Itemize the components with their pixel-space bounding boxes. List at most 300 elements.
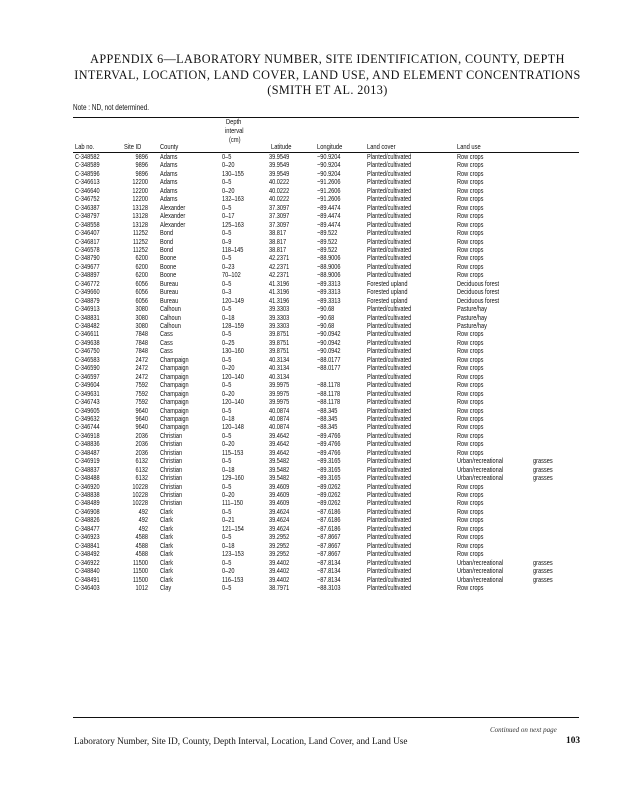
- cell-land-cover: Planted/cultivated: [367, 177, 412, 187]
- cell-lab-no: C-346403: [75, 582, 100, 592]
- cell-land-use: Row crops: [457, 329, 484, 339]
- cell-county: Adams: [160, 177, 178, 187]
- cell-land-use: Row crops: [457, 253, 484, 263]
- header-depth-line3: (cm): [229, 135, 241, 144]
- cell-lab-no: C-349632: [75, 413, 100, 423]
- cell-land-use: Urban/recreational: [457, 473, 504, 483]
- cell-land-use: Row crops: [457, 388, 484, 398]
- cell-land-use: Urban/recreational: [457, 566, 504, 576]
- cell-land-cover: Planted/cultivated: [367, 473, 412, 483]
- cell-land-cover: Planted/cultivated: [367, 422, 412, 432]
- cell-land-cover: Planted/cultivated: [367, 202, 412, 212]
- cell-land-cover: Planted/cultivated: [367, 557, 412, 567]
- cell-county: Christian: [160, 447, 183, 457]
- cell-site-id: 9640: [135, 422, 148, 432]
- cell-longitude: −89.4766: [317, 447, 341, 457]
- cell-lab-no: C-346611: [75, 329, 100, 339]
- cell-lab-no: C-348488: [75, 473, 100, 483]
- cell-longitude: −87.6186: [317, 523, 341, 533]
- cell-depth: 0–5: [222, 253, 232, 263]
- cell-site-id: 4588: [135, 540, 148, 550]
- cell-longitude: −90.68: [317, 321, 335, 330]
- cell-site-id: 13128: [132, 219, 148, 229]
- cell-lab-no: C-348489: [75, 498, 100, 508]
- cell-land-use: Row crops: [457, 261, 484, 271]
- cell-lab-no: C-348491: [75, 574, 100, 584]
- cell-land-cover: Planted/cultivated: [367, 194, 412, 204]
- cell-longitude: −88.345: [317, 405, 338, 415]
- cell-depth: 0–5: [222, 532, 232, 542]
- cell-lab-no: C-348790: [75, 253, 100, 263]
- cell-land-cover: Planted/cultivated: [367, 219, 412, 229]
- cell-county: Boone: [160, 261, 177, 271]
- cell-site-id: 4588: [135, 532, 148, 542]
- cell-land-use-extra: grasses: [533, 557, 553, 567]
- cell-latitude: 39.4402: [269, 566, 290, 576]
- cell-county: Christian: [160, 464, 183, 474]
- cell-depth: 0–25: [222, 337, 235, 347]
- cell-depth: 0–20: [222, 566, 235, 576]
- cell-site-id: 11500: [132, 557, 148, 567]
- cell-county: Cass: [160, 337, 173, 347]
- cell-longitude: −89.4474: [317, 219, 341, 229]
- cell-land-use: Row crops: [457, 523, 484, 533]
- cell-site-id: 2472: [135, 363, 148, 373]
- cell-land-cover: Planted/cultivated: [367, 354, 412, 364]
- header-depth-line1: Depth: [226, 117, 242, 126]
- cell-longitude: −90.0942: [317, 346, 341, 356]
- cell-site-id: 4588: [135, 549, 148, 559]
- cell-longitude: −90.9204: [317, 168, 341, 178]
- cell-site-id: 9896: [135, 152, 148, 161]
- header-latitude: Latitude: [271, 142, 292, 151]
- cell-latitude: 38.817: [269, 228, 287, 238]
- cell-county: Alexander: [160, 211, 186, 221]
- cell-county: Adams: [160, 194, 178, 204]
- cell-longitude: −89.3165: [317, 473, 341, 483]
- cell-latitude: 39.4624: [269, 515, 290, 525]
- cell-latitude: 39.8751: [269, 346, 290, 356]
- cell-site-id: 10228: [132, 481, 148, 491]
- cell-county: Christian: [160, 481, 183, 491]
- cell-land-use: Row crops: [457, 371, 484, 381]
- header-county: County: [160, 142, 179, 151]
- cell-county: Clark: [160, 574, 174, 584]
- cell-longitude: −89.522: [317, 244, 338, 254]
- cell-depth: 0–23: [222, 261, 235, 271]
- cell-latitude: 39.2952: [269, 549, 290, 559]
- cell-land-use: Row crops: [457, 202, 484, 212]
- cell-county: Bureau: [160, 287, 179, 297]
- cell-land-use: Row crops: [457, 540, 484, 550]
- cell-land-cover: Planted/cultivated: [367, 388, 412, 398]
- cell-longitude: −88.9006: [317, 261, 341, 271]
- cell-depth: 0–21: [222, 515, 235, 525]
- cell-site-id: 10228: [132, 490, 148, 499]
- cell-lab-no: C-346913: [75, 304, 100, 314]
- cell-longitude: −90.68: [317, 312, 335, 322]
- cell-land-use: Row crops: [457, 219, 484, 229]
- cell-land-use: Row crops: [457, 532, 484, 542]
- cell-depth: 120–140: [222, 371, 244, 381]
- cell-depth: 130–160: [222, 346, 244, 356]
- cell-land-cover: Planted/cultivated: [367, 490, 412, 499]
- cell-site-id: 3080: [135, 312, 148, 322]
- cell-county: Alexander: [160, 219, 186, 229]
- cell-latitude: 39.9549: [269, 168, 290, 178]
- cell-longitude: −88.0177: [317, 354, 341, 364]
- cell-county: Champaign: [160, 380, 189, 390]
- cell-site-id: 7592: [135, 380, 148, 390]
- cell-lab-no: C-346597: [75, 371, 100, 381]
- cell-land-use: Row crops: [457, 160, 484, 170]
- cell-land-use: Row crops: [457, 152, 484, 161]
- cell-land-cover: Planted/cultivated: [367, 363, 412, 373]
- cell-lab-no: C-348826: [75, 515, 100, 525]
- cell-depth: 116–153: [222, 574, 244, 584]
- cell-land-use: Row crops: [457, 582, 484, 592]
- cell-depth: 0–5: [222, 481, 232, 491]
- cell-latitude: 39.4609: [269, 490, 290, 499]
- cell-longitude: −89.3313: [317, 287, 341, 297]
- cell-depth: 0–20: [222, 185, 235, 195]
- cell-site-id: 9896: [135, 160, 148, 170]
- cell-site-id: 13128: [132, 202, 148, 212]
- cell-land-use: Row crops: [457, 177, 484, 187]
- cell-land-use: Urban/recreational: [457, 464, 504, 474]
- cell-land-cover: Planted/cultivated: [367, 261, 412, 271]
- cell-latitude: 42.2371: [269, 253, 290, 263]
- cell-county: Bureau: [160, 295, 179, 305]
- cell-land-use-extra: grasses: [533, 473, 553, 483]
- cell-longitude: −90.68: [317, 304, 335, 314]
- cell-land-cover: Planted/cultivated: [367, 405, 412, 415]
- cell-depth: 0–5: [222, 329, 232, 339]
- cell-lab-no: C-349638: [75, 337, 100, 347]
- cell-site-id: 12200: [132, 177, 148, 187]
- cell-depth: 0–5: [222, 152, 232, 161]
- cell-land-cover: Forested upland: [367, 278, 408, 288]
- cell-longitude: −89.4766: [317, 430, 341, 440]
- cell-depth: 0–5: [222, 380, 232, 390]
- cell-lab-no: C-348797: [75, 211, 100, 221]
- cell-land-cover: Planted/cultivated: [367, 228, 412, 238]
- cell-depth: 111–150: [222, 498, 243, 508]
- cell-county: Christian: [160, 430, 183, 440]
- cell-depth: 0–5: [222, 177, 232, 187]
- cell-county: Champaign: [160, 388, 189, 398]
- cell-county: Alexander: [160, 202, 186, 212]
- cell-land-cover: Planted/cultivated: [367, 515, 412, 525]
- cell-county: Clark: [160, 515, 174, 525]
- cell-longitude: −91.2606: [317, 177, 341, 187]
- cell-site-id: 11252: [132, 228, 148, 238]
- table-bottom-rule: [73, 717, 579, 718]
- cell-land-use: Row crops: [457, 194, 484, 204]
- header-land-use: Land use: [457, 142, 481, 151]
- cell-latitude: 39.5482: [269, 473, 290, 483]
- cell-latitude: 40.0874: [269, 413, 290, 423]
- cell-latitude: 40.3134: [269, 354, 290, 364]
- cell-county: Clark: [160, 549, 174, 559]
- cell-longitude: −88.0177: [317, 363, 341, 373]
- cell-latitude: 40.3134: [269, 371, 290, 381]
- cell-lab-no: C-348837: [75, 464, 100, 474]
- cell-latitude: 42.2371: [269, 261, 290, 271]
- cell-latitude: 39.4624: [269, 523, 290, 533]
- cell-county: Champaign: [160, 363, 189, 373]
- cell-longitude: −89.3165: [317, 456, 341, 466]
- cell-lab-no: C-346583: [75, 354, 100, 364]
- cell-county: Champaign: [160, 413, 189, 423]
- cell-latitude: 39.9975: [269, 388, 290, 398]
- cell-lab-no: C-346908: [75, 506, 100, 516]
- cell-site-id: 11252: [132, 236, 148, 246]
- cell-land-use: Row crops: [457, 354, 484, 364]
- cell-depth: 0–17: [222, 211, 235, 221]
- cell-lab-no: C-348492: [75, 549, 100, 559]
- cell-longitude: −88.345: [317, 422, 338, 432]
- cell-latitude: 39.2952: [269, 540, 290, 550]
- cell-county: Clark: [160, 506, 174, 516]
- cell-county: Adams: [160, 168, 178, 178]
- cell-depth: 129–160: [222, 473, 244, 483]
- cell-site-id: 3080: [135, 304, 148, 314]
- cell-latitude: 37.3097: [269, 202, 290, 212]
- header-land-cover: Land cover: [367, 142, 396, 151]
- cell-longitude: −91.2606: [317, 185, 341, 195]
- cell-depth: 0–18: [222, 312, 235, 322]
- cell-depth: 0–5: [222, 304, 232, 314]
- cell-land-use: Deciduous forest: [457, 287, 500, 297]
- cell-lab-no: C-346919: [75, 456, 100, 466]
- cell-latitude: 40.3134: [269, 363, 290, 373]
- cell-land-cover: Planted/cultivated: [367, 464, 412, 474]
- cell-longitude: −88.9006: [317, 270, 341, 280]
- cell-site-id: 7592: [135, 397, 148, 407]
- cell-land-use: Deciduous forest: [457, 278, 500, 288]
- cell-depth: 0–20: [222, 388, 235, 398]
- cell-longitude: −90.0942: [317, 337, 341, 347]
- cell-latitude: 37.3097: [269, 211, 290, 221]
- cell-land-use: Row crops: [457, 380, 484, 390]
- cell-depth: 121–154: [222, 523, 244, 533]
- cell-county: Champaign: [160, 371, 189, 381]
- cell-latitude: 40.0222: [269, 194, 290, 204]
- cell-lab-no: C-346387: [75, 202, 100, 212]
- cell-site-id: 7848: [135, 346, 148, 356]
- cell-depth: 128–159: [222, 321, 244, 330]
- cell-depth: 0–5: [222, 582, 232, 592]
- cell-latitude: 39.5482: [269, 456, 290, 466]
- cell-depth: 120–140: [222, 397, 244, 407]
- cell-site-id: 492: [138, 515, 148, 525]
- cell-longitude: −88.9006: [317, 253, 341, 263]
- cell-land-use: Row crops: [457, 270, 484, 280]
- cell-site-id: 12200: [132, 194, 148, 204]
- cell-depth: 0–20: [222, 439, 235, 449]
- cell-longitude: −88.3103: [317, 582, 341, 592]
- cell-land-cover: Planted/cultivated: [367, 456, 412, 466]
- cell-lab-no: C-348840: [75, 566, 100, 576]
- cell-county: Bond: [160, 244, 174, 254]
- cell-land-use: Row crops: [457, 405, 484, 415]
- cell-site-id: 9640: [135, 405, 148, 415]
- appendix-title: [60, 52, 595, 99]
- cell-land-cover: Planted/cultivated: [367, 160, 412, 170]
- cell-depth: 0–5: [222, 506, 232, 516]
- cell-latitude: 40.0222: [269, 185, 290, 195]
- cell-lab-no: C-346407: [75, 228, 100, 238]
- cell-land-cover: Planted/cultivated: [367, 523, 412, 533]
- cell-latitude: 39.4402: [269, 557, 290, 567]
- cell-land-use: Row crops: [457, 447, 484, 457]
- cell-land-use: Row crops: [457, 236, 484, 246]
- cell-land-use-extra: grasses: [533, 574, 553, 584]
- cell-land-use: Row crops: [457, 498, 484, 508]
- cell-latitude: 42.2371: [269, 270, 290, 280]
- cell-land-use: Row crops: [457, 515, 484, 525]
- cell-latitude: 38.7971: [269, 582, 290, 592]
- cell-depth: 0–5: [222, 354, 232, 364]
- cell-land-use: Row crops: [457, 346, 484, 356]
- cell-land-use: Pasture/hay: [457, 312, 487, 322]
- cell-latitude: 39.3303: [269, 321, 290, 330]
- cell-lab-no: C-346613: [75, 177, 100, 187]
- cell-latitude: 39.3303: [269, 304, 290, 314]
- title-line-3: (SMITH ET AL. 2013): [267, 83, 388, 97]
- cell-lab-no: C-349604: [75, 380, 100, 390]
- cell-longitude: −89.0262: [317, 481, 341, 491]
- cell-latitude: 39.8751: [269, 329, 290, 339]
- cell-latitude: 39.4624: [269, 506, 290, 516]
- cell-longitude: −87.6186: [317, 506, 341, 516]
- cell-latitude: 39.9549: [269, 160, 290, 170]
- cell-land-cover: Planted/cultivated: [367, 549, 412, 559]
- cell-latitude: 39.9975: [269, 380, 290, 390]
- cell-longitude: −87.8667: [317, 540, 341, 550]
- cell-longitude: −89.4474: [317, 211, 341, 221]
- cell-lab-no: C-346772: [75, 278, 100, 288]
- cell-longitude: −88.1178: [317, 388, 341, 398]
- cell-site-id: 2472: [135, 354, 148, 364]
- cell-depth: 120–148: [222, 422, 244, 432]
- cell-longitude: −89.3313: [317, 295, 341, 305]
- header-longitude: Longitude: [317, 142, 343, 151]
- cell-latitude: 39.9975: [269, 397, 290, 407]
- cell-site-id: 6056: [135, 287, 148, 297]
- cell-land-cover: Planted/cultivated: [367, 447, 412, 457]
- cell-latitude: 39.2952: [269, 532, 290, 542]
- cell-latitude: 39.4609: [269, 481, 290, 491]
- cell-lab-no: C-346590: [75, 363, 100, 373]
- cell-county: Bond: [160, 228, 174, 238]
- cell-site-id: 6056: [135, 295, 148, 305]
- cell-land-use: Row crops: [457, 397, 484, 407]
- cell-latitude: 39.4402: [269, 574, 290, 584]
- cell-latitude: 39.4642: [269, 430, 290, 440]
- cell-land-cover: Planted/cultivated: [367, 244, 412, 254]
- cell-land-use: Deciduous forest: [457, 295, 500, 305]
- cell-county: Calhoun: [160, 321, 181, 330]
- cell-latitude: 38.817: [269, 236, 287, 246]
- cell-land-cover: Planted/cultivated: [367, 168, 412, 178]
- table-row: [0, 584, 618, 592]
- cell-longitude: −89.522: [317, 228, 338, 238]
- cell-depth: 0–5: [222, 405, 232, 415]
- cell-depth: 0–18: [222, 413, 235, 423]
- cell-site-id: 2036: [135, 439, 148, 449]
- cell-land-cover: Planted/cultivated: [367, 397, 412, 407]
- cell-land-use: Row crops: [457, 439, 484, 449]
- cell-site-id: 7592: [135, 388, 148, 398]
- cell-land-cover: Planted/cultivated: [367, 312, 412, 322]
- cell-depth: 115–153: [222, 447, 244, 457]
- cell-land-use: Pasture/hay: [457, 321, 487, 330]
- cell-lab-no: C-346752: [75, 194, 100, 204]
- cell-lab-no: C-348582: [75, 152, 100, 161]
- cell-lab-no: C-349677: [75, 261, 100, 271]
- cell-site-id: 11252: [132, 244, 148, 254]
- cell-land-use: Row crops: [457, 430, 484, 440]
- cell-site-id: 6132: [135, 456, 148, 466]
- cell-lab-no: C-348596: [75, 168, 100, 178]
- cell-land-use: Row crops: [457, 549, 484, 559]
- cell-latitude: 39.8751: [269, 337, 290, 347]
- cell-longitude: −90.0942: [317, 329, 341, 339]
- cell-depth: 132–163: [222, 194, 244, 204]
- cell-site-id: 492: [138, 506, 148, 516]
- cell-lab-no: C-346923: [75, 532, 100, 542]
- cell-depth: 0–5: [222, 430, 232, 440]
- cell-longitude: −91.2606: [317, 194, 341, 204]
- cell-lab-no: C-346578: [75, 244, 100, 254]
- cell-land-use: Row crops: [457, 490, 484, 499]
- cell-county: Clay: [160, 582, 172, 592]
- cell-land-cover: Planted/cultivated: [367, 582, 412, 592]
- cell-land-cover: Planted/cultivated: [367, 152, 412, 161]
- cell-land-use: Row crops: [457, 228, 484, 238]
- cell-longitude: −90.9204: [317, 160, 341, 170]
- cell-latitude: 41.3196: [269, 295, 290, 305]
- cell-lab-no: C-348482: [75, 321, 100, 330]
- cell-land-cover: Planted/cultivated: [367, 430, 412, 440]
- cell-county: Bond: [160, 236, 174, 246]
- cell-land-use: Row crops: [457, 337, 484, 347]
- cell-lab-no: C-348589: [75, 160, 100, 170]
- cell-lab-no: C-346817: [75, 236, 100, 246]
- cell-land-cover: Planted/cultivated: [367, 185, 412, 195]
- cell-depth: 0–5: [222, 456, 232, 466]
- cell-site-id: 7848: [135, 337, 148, 347]
- cell-site-id: 2036: [135, 430, 148, 440]
- cell-land-cover: Planted/cultivated: [367, 498, 412, 508]
- cell-land-use: Row crops: [457, 168, 484, 178]
- cell-site-id: 9896: [135, 168, 148, 178]
- cell-longitude: −89.4474: [317, 202, 341, 212]
- cell-county: Clark: [160, 532, 174, 542]
- cell-depth: 70–102: [222, 270, 241, 280]
- cell-land-use-extra: grasses: [533, 566, 553, 576]
- cell-lab-no: C-348477: [75, 523, 100, 533]
- cell-latitude: 37.3097: [269, 219, 290, 229]
- cell-latitude: 39.9549: [269, 152, 290, 161]
- cell-site-id: 2472: [135, 371, 148, 381]
- cell-longitude: −87.8667: [317, 549, 341, 559]
- cell-site-id: 3080: [135, 321, 148, 330]
- cell-land-cover: Forested upland: [367, 287, 408, 297]
- cell-county: Boone: [160, 253, 177, 263]
